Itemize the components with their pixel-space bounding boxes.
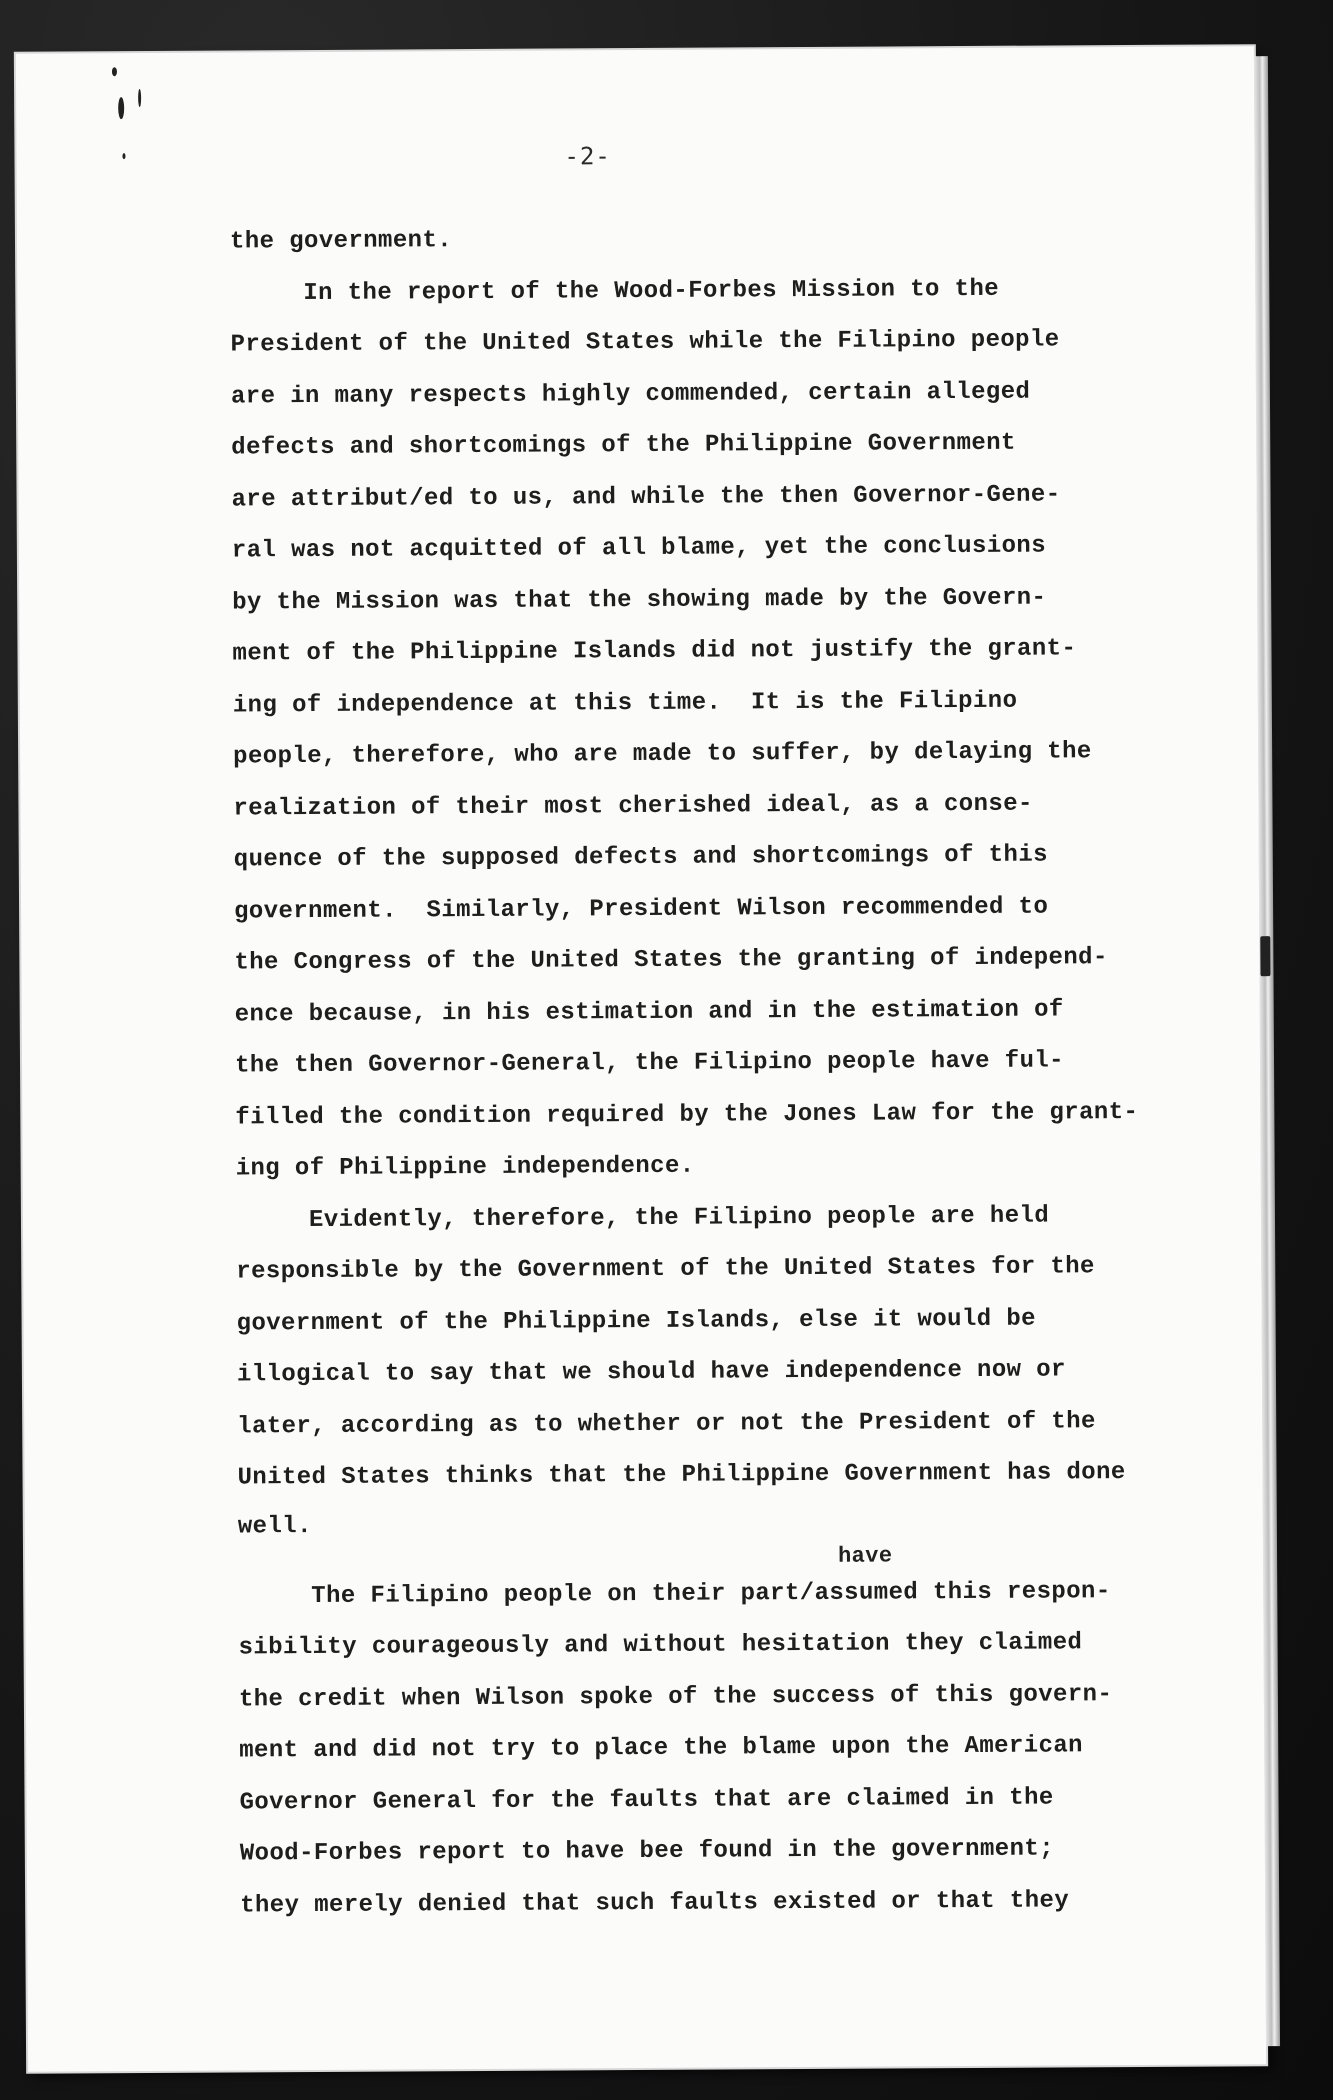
text-line: ing of Philippine independence. xyxy=(235,1152,695,1183)
text-line: The Filipino people on their part/assumed this respon- xyxy=(311,1577,1111,1610)
text-line: Evidently, therefore, the Filipino people are held xyxy=(308,1202,1050,1234)
text-line: filled the condition required by the Jones Law for the grant- xyxy=(235,1098,1139,1131)
text-line: In the report of the Wood-Forbes Mission to the xyxy=(303,275,1000,307)
text-line: people, therefore, who are made to suffer, by delaying the xyxy=(233,738,1092,771)
typewritten-page xyxy=(16,46,1266,2072)
scan-speck xyxy=(138,89,141,107)
text-line: ral was not acquitted of all blame, yet the conclusions xyxy=(231,532,1047,565)
text-line: the credit when Wilson spoke of the success of this govern- xyxy=(238,1680,1113,1713)
text-line: the government. xyxy=(229,227,453,256)
page-number: -2- xyxy=(564,142,611,171)
text-line: ing of independence at this time. It is the Filipino xyxy=(232,687,1018,719)
text-line: the Congress of the United States the granting of independ- xyxy=(234,944,1108,977)
text-line: quence of the supposed defects and shortcomings of this xyxy=(233,841,1048,874)
text-line: ment of the Philippine Islands did not justify the grant- xyxy=(232,635,1077,668)
text-line: Wood-Forbes report to have bee found in the government; xyxy=(239,1835,1055,1868)
text-line: illogical to say that we should have independence now or xyxy=(236,1356,1066,1389)
text-line: defects and shortcomings of the Philippine Government xyxy=(231,429,1016,462)
text-line: are in many respects highly commended, certain alleged xyxy=(230,378,1031,410)
text-line: ence because, in his estimation and in the estimation of xyxy=(234,995,1064,1028)
insertion-text: have xyxy=(837,1542,893,1569)
text-line: they merely denied that such faults existed or that they xyxy=(240,1886,1070,1919)
scan-speck xyxy=(112,67,117,76)
text-line: President of the United States while the Filipino people xyxy=(230,326,1060,359)
text-line: well. xyxy=(237,1512,312,1540)
text-line: by the Mission was that the showing made by the Govern- xyxy=(232,584,1047,616)
letter-body xyxy=(230,211,1220,1932)
scan-speck xyxy=(122,153,125,159)
text-line: United States thinks that the Philippine Government has done xyxy=(237,1459,1126,1492)
text-line: realization of their most cherished ideal, as a conse- xyxy=(233,790,1033,822)
text-line: later, according as to whether or not the President of the xyxy=(237,1407,1096,1440)
text-line: Governor General for the faults that are claimed in the xyxy=(239,1783,1054,1816)
text-line: are attribut/ed to us, and while the then Governor-Gene- xyxy=(231,480,1061,513)
text-line: the then Governor-General, the Filipino people have ful- xyxy=(234,1047,1065,1080)
text-line: sibility courageously and without hesitation they claimed xyxy=(238,1629,1083,1662)
text-line: ment and did not try to place the blame upon the American xyxy=(239,1732,1084,1765)
text-line: responsible by the Government of the United States for the xyxy=(236,1253,1095,1286)
scan-speck xyxy=(1260,936,1270,976)
text-line: government. Similarly, President Wilson recommended to xyxy=(234,893,1049,925)
scan-speck xyxy=(118,97,124,119)
text-line: government of the Philippine Islands, else it would be xyxy=(236,1305,1037,1337)
